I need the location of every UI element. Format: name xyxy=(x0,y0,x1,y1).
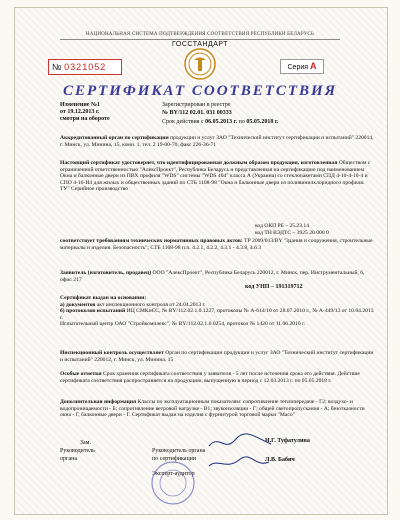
applicant: Заявитель (изготовитель, продавец) ООО "АлексПроект", Республика Беларусь 220012, г. Минск, пер. Инструментальный, 6, офис 217 xyxy=(60,270,365,283)
seal-stamp-icon xyxy=(150,460,196,506)
requirements: соответствует требованиям технических нормативных правовых актов: ТР 2009/013/BY "Здания и сооружения, строительные материалы и изделия. Безопасность"; СТБ 1108-98 п.п. 4.2.1, 4.2.2, 4.3.1 - 4.3.8, 4.6.3 xyxy=(60,238,373,251)
series-letter: А xyxy=(310,61,317,71)
registered-label: Зарегистрирован в реестре xyxy=(162,102,231,108)
series-label: Серия xyxy=(287,64,309,71)
inspection-control: Инспекционный контроль осуществляет Орган по сертификации продукции и услуг ЗАО "Технический институт сертификации и испытаний" 220012, г. Минск, ул. Минина, 15 xyxy=(60,350,374,363)
expert-name: Л.В. Бабич xyxy=(265,457,295,463)
certificate-title: СЕРТИФИКАТ СООТВЕТСТВИЯ xyxy=(62,83,338,99)
validity: Срок действия с 06.05.2013 г. по 05.05.2018 г. xyxy=(162,119,279,125)
signature-expert-icon xyxy=(205,452,275,474)
head-position: Руководитель органа xyxy=(152,448,206,454)
change-date: от 19.12.2013 г. xyxy=(60,109,100,115)
basis: Сертификат выдан на основании: а) документов акт инспекционного контроля от 24.04.2013 г. б) протоколов испытаний ИЦ СМКиСС, № BY/112.02.1.0.1227, протоколы № А-614/10 от 28.07.2010 г., № А-449/13 от 10.04.2013 г. Испытательный центр ОАО "Стройкомплекс", № BY/112.02.1.0.0254, протокол № 1420 от 11.06.2010 г. xyxy=(60,295,374,328)
registration-number: № BY/112 02.01. 031 00333 xyxy=(162,110,232,116)
head-label: Руководитель xyxy=(60,448,95,454)
certifies-paragraph: Настоящий сертификат удостоверяет, что идентифицированная должным образом продукция, изготовленная Обществом с ограниченной ответственностью "АлексПроект", Республика Беларусь и представленная на сертификацию под наименованием Окна и балконные двери из ПВХ профиля "WDS" системы "WDS 404" класса А (Украина) со стеклопакетами СПД 4-10-4-10-4 и СПО 4-16-И4 для жилых и общественных зданий по СТБ 1108-98 "Окна и балконные двери из поливинилхлоридного профиля. ТУ" Серийное производство xyxy=(60,160,371,193)
system-header: НАЦИОНАЛЬНАЯ СИСТЕМА ПОДТВЕРЖДЕНИЯ СООТВЕТСТВИЯ РЕСПУБЛИКИ БЕЛАРУСЬ xyxy=(85,32,315,37)
divider xyxy=(60,39,340,40)
deputy-label: Зам. xyxy=(80,440,91,446)
certificate-number: 0321052 xyxy=(64,62,107,72)
signature-head-icon xyxy=(205,430,275,454)
series-box xyxy=(280,59,324,74)
change-label: Изменение №1 xyxy=(60,102,100,108)
head-position-2: по сертификации xyxy=(152,456,197,462)
head-name: И.Г. Туфатулина xyxy=(265,438,310,444)
accredited-body: Аккредитованный орган по сертификации продукции и услуг ЗАО "Технический институт сертификации и испытаний" 220014, г. Минск, ул. Минина, 15, комн. 1, тел. 2 19-00-70, факс 226-36-71 xyxy=(60,135,374,148)
number-sign: № xyxy=(52,62,62,72)
gosstandart-label: ГОССТАНДАРТ xyxy=(171,41,229,48)
additional-info: Дополнительная информация Классы по эксплуатационным показателям: сопротивление теплопередаче - Г2; воздухо- и водопроницаемости - Б; сопротивление ветровой нагрузке - В1; звукоизоляции - Г; общей светопропускания - А; безотказности окна - Г, балконные двери - Г. Сертификат выдан на изделия с фурнитурой торговой марки "Maco" xyxy=(60,399,365,419)
unp: код УНП – 191319712 xyxy=(245,284,303,290)
change-note: смотри на обороте xyxy=(60,116,110,122)
special-notes: Особые отметки Срок хранения сертификата соответствия у заявителя - 5 лет после истечения срока его действия. Действие сертификата соответствия распространяется на продукцию, выпущенную в период с 12.03.2013 г. по 05.05.2018 г. xyxy=(60,371,360,384)
certificate-page: НАЦИОНАЛЬНАЯ СИСТЕМА ПОДТВЕРЖДЕНИЯ СООТВЕТСТВИЯ РЕСПУБЛИКИ БЕЛАРУСЬ ГОССТАНДАРТ № 0321052 Серия А СЕРТИФИКАТ СООТВЕТСТВИЯ Изменение №1 от 19.12.2013 г. смотри на обороте Зарегистрирован в реестре № BY/112 02.01. 031 00333 Срок действия с 06.05.2013 г. по 05.05.2018 г. Аккредитованный орган по сертификации продукции и услуг ЗАО "Технический институт сертификации и испытаний" 220014, г. Минск, ул. Минина, 15, комн. 1, тел. 2 19-00-70, факс 226-36-71 Настоящий сертификат удостоверяет, что идентифицированная должным образом продукция, изготовленная Обществом с ограниченной ответственностью "АлексПроект", Республика Беларусь и представленная на сертификацию под наименованием Окна и балконные двери из ПВХ профиля "WDS" системы "WDS 404" класса А (Украина) со стеклопакетами СПД 4-10-4-10-4 и СПО 4-16-И4 для жилых и общественных зданий по СТБ 1108-98 "Окна и балконные двери из поливинилхлоридного профиля. ТУ" Серийное производство код ОКП РБ – 25.23.14 код ТН ВЭДТС – 3925 20 000 0 соответствует требованиям технических нормативных правовых актов: ТР 2009/013/BY "Здания и сооружения, строительные материалы и изделия. Безопасность"; СТБ 1108-98 п.п. 4.2.1, 4.2.2, 4.3.1 - 4.3.8, 4.6.3 Заявитель (изготовитель, продавец) ООО "АлексПроект", Республика Беларусь 220012, г. Минск, пер. Инструментальный, 6, офис 217 код УНП – 191319712 Сертификат выдан на основании: а) документов акт инспекционного контроля от 24.04.2013 г. б) протоколов испытаний ИЦ СМКиСС, № BY/112.02.1.0.1227, протоколы № А-614/10 от 28.07.2010 г., № А-449/13 от 10.04.2013 г. Испытательный центр ОАО "Стройкомплекс", № BY/112.02.1.0.0254, протокол № 1420 от 11.06.2010 г. Инспекционный контроль осуществляет Орган по сертификации продукции и услуг ЗАО "Технический институт сертификации и испытаний" 220012, г. Минск, ул. Минина, 15 Особые отметки Срок хранения сертификата соответствия у заявителя - 5 лет после истечения срока его действия. Действие сертификата соответствия распространяется на продукцию, выпущенную в период с 12.03.2013 г. по 05.05.2018 г. Дополнительная информация Классы по эксплуатационным показателям: сопротивление теплопередаче - Г2; воздухо- и водопроницаемости - Б; сопротивление ветровой нагрузке - В1; звукоизоляции - Г; общей светопропускания - А; безотказности окна - Г, балконные двери - Г. Сертификат выдан на изделия с фурнитурой торговой марки "Maco" Зам. Руководитель органа Руководитель органа по сертификации Эксперт-аудитор И.Г. Туфатулина Л.В. Бабич xyxy=(0,0,400,520)
gosstandart-logo-icon xyxy=(184,48,216,80)
head-body: органа xyxy=(60,456,77,462)
expert-position: Эксперт-аудитор xyxy=(152,471,195,477)
certificate-number-box xyxy=(48,59,122,75)
